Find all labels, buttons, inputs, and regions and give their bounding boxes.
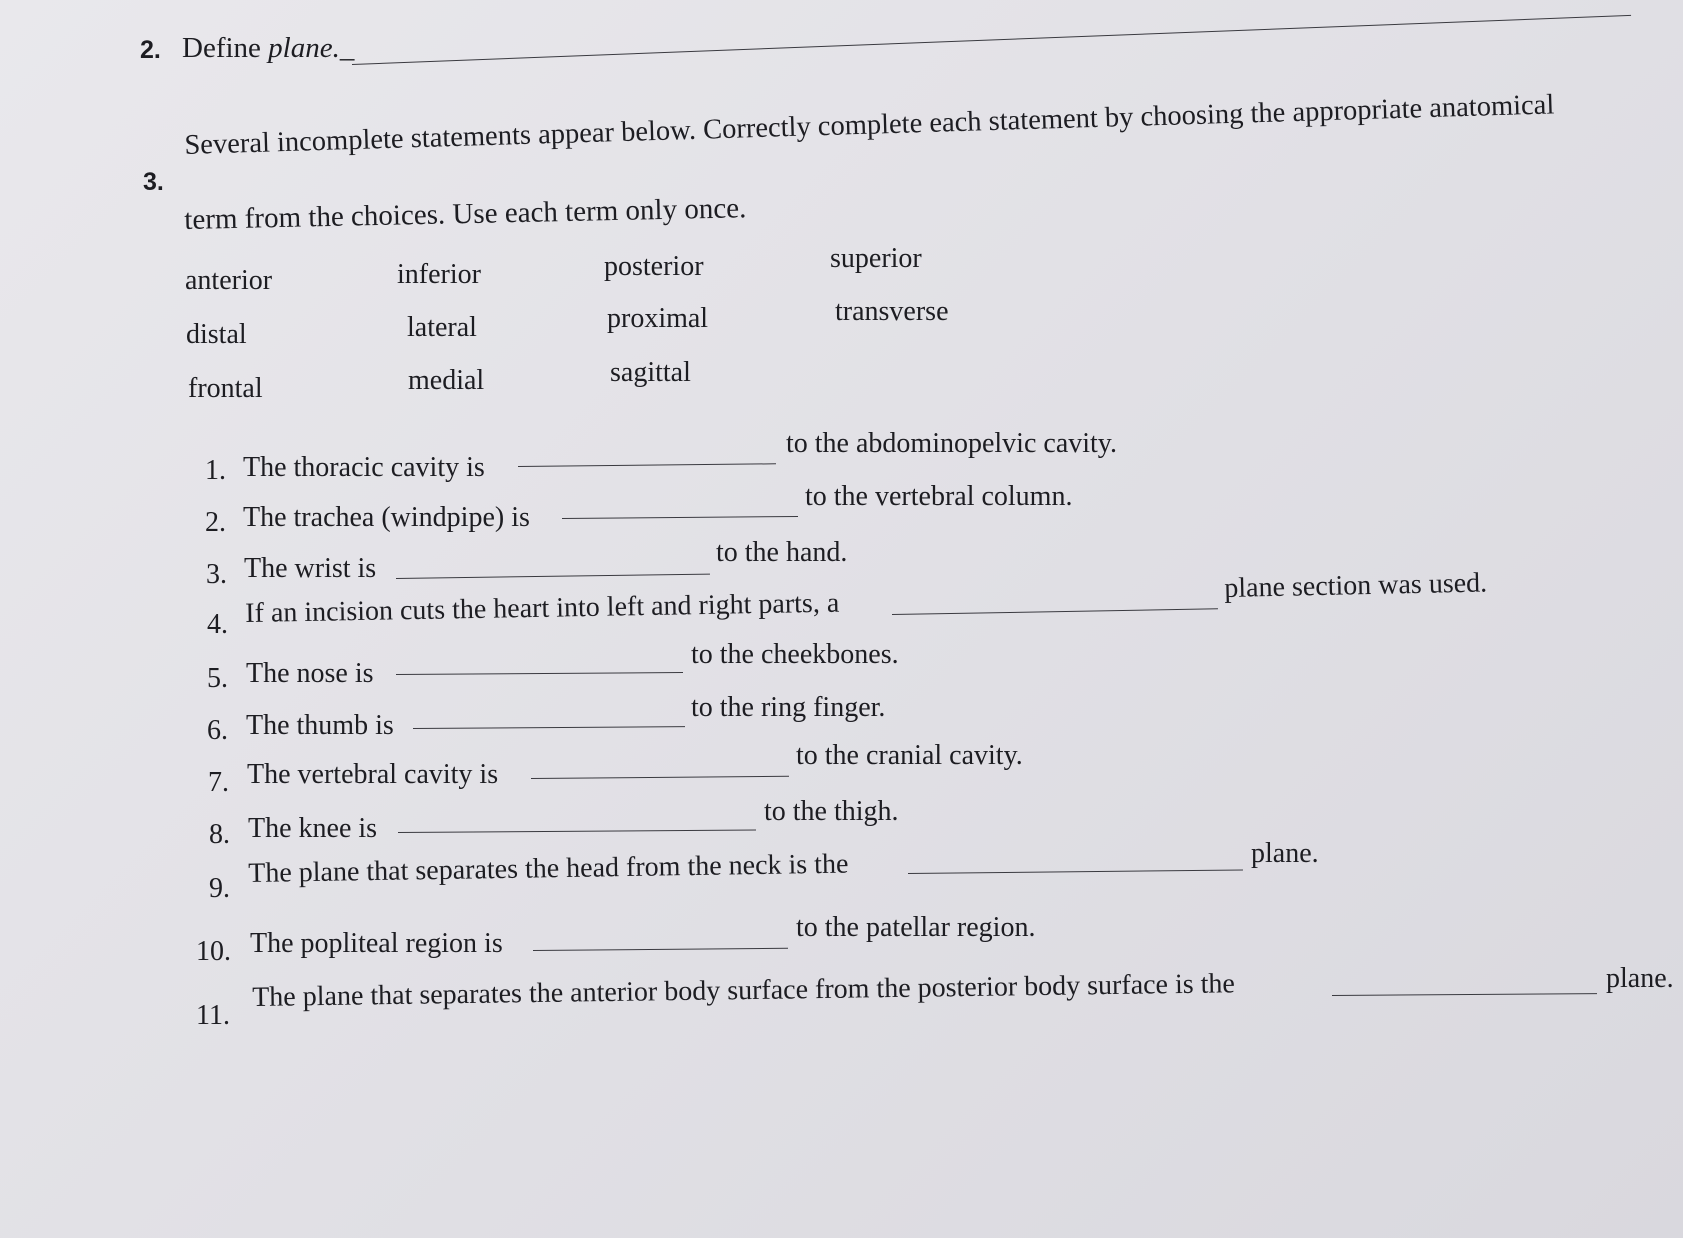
statement-number: 8.	[209, 819, 230, 850]
question-3-instruction-line2: term from the choices. Use each term only once.	[184, 192, 747, 236]
question-3-number: 3.	[143, 168, 164, 196]
statement-number: 1.	[205, 455, 226, 486]
statement-text-before: If an incision cuts the heart into left and right parts, a	[245, 587, 840, 629]
statement-number: 7.	[208, 767, 229, 798]
answer-blank[interactable]	[518, 463, 776, 467]
statement-number: 9.	[209, 873, 230, 904]
term-distal: distal	[186, 319, 247, 350]
term-posterior: posterior	[604, 251, 704, 282]
term-inferior: inferior	[397, 259, 481, 290]
statement-text-after: to the patellar region.	[796, 912, 1036, 943]
statement-text-after: to the cheekbones.	[691, 639, 899, 670]
statement-text-after: to the ring finger.	[691, 692, 886, 723]
question-2-prompt	[182, 32, 354, 65]
statement-text-after: to the hand.	[716, 537, 848, 568]
term-lateral: lateral	[407, 312, 477, 343]
statement-text-before: The trachea (windpipe) is	[243, 502, 530, 533]
statement-text-after: plane.	[1251, 838, 1319, 869]
statement-text-before: The nose is	[246, 658, 374, 689]
answer-blank[interactable]	[908, 869, 1243, 874]
answer-blank[interactable]	[413, 726, 685, 729]
question-2-number: 2.	[140, 36, 161, 64]
statement-text-after: to the thigh.	[764, 796, 899, 827]
statement-text-before: The plane that separates the head from the neck is the	[248, 848, 849, 889]
term-anterior: anterior	[185, 265, 273, 296]
statement-text-after: plane section was used.	[1224, 567, 1488, 604]
term-superior: superior	[830, 243, 922, 274]
statement-text-after: plane.	[1606, 963, 1674, 994]
statement-number: 4.	[207, 609, 228, 640]
statement-number: 6.	[207, 715, 228, 746]
statement-text-after: to the cranial cavity.	[796, 740, 1023, 771]
statement-number: 11.	[196, 1000, 230, 1031]
statement-text-before: The wrist is	[244, 553, 377, 584]
question-2-term: plane.	[268, 32, 340, 64]
question-2-answer-line[interactable]	[352, 15, 1631, 65]
statement-text-before: The knee is	[248, 813, 378, 844]
answer-blank[interactable]	[892, 608, 1218, 615]
term-sagittal: sagittal	[610, 357, 691, 388]
answer-blank[interactable]	[531, 776, 789, 779]
question-3-instruction-line1: Several incomplete statements appear below. Correctly complete each statement by choosing the appropriate anatomical	[184, 89, 1555, 161]
question-2-prompt-text: Define	[182, 32, 261, 64]
answer-blank[interactable]	[398, 830, 756, 833]
statement-number: 2.	[205, 507, 226, 538]
answer-blank[interactable]	[396, 574, 710, 579]
term-medial: medial	[408, 365, 485, 396]
answer-blank[interactable]	[396, 672, 683, 675]
question-2-trailing: _	[339, 32, 355, 64]
answer-blank[interactable]	[533, 948, 788, 951]
term-transverse: transverse	[835, 296, 949, 327]
statement-text-before: The thoracic cavity is	[243, 452, 485, 483]
statement-text-after: to the abdominopelvic cavity.	[786, 428, 1117, 459]
statement-text-after: to the vertebral column.	[805, 481, 1073, 512]
term-frontal: frontal	[188, 373, 263, 404]
statement-text-before: The vertebral cavity is	[247, 759, 499, 790]
statement-text-before: The plane that separates the anterior body surface from the posterior body surface is the	[252, 968, 1236, 1013]
statement-number: 5.	[207, 663, 228, 694]
answer-blank[interactable]	[562, 516, 798, 519]
statement-text-before: The popliteal region is	[250, 928, 503, 959]
answer-blank[interactable]	[1332, 993, 1597, 996]
statement-number: 10.	[196, 936, 231, 967]
term-proximal: proximal	[607, 303, 709, 334]
statement-text-before: The thumb is	[246, 710, 394, 741]
statement-number: 3.	[206, 559, 227, 590]
